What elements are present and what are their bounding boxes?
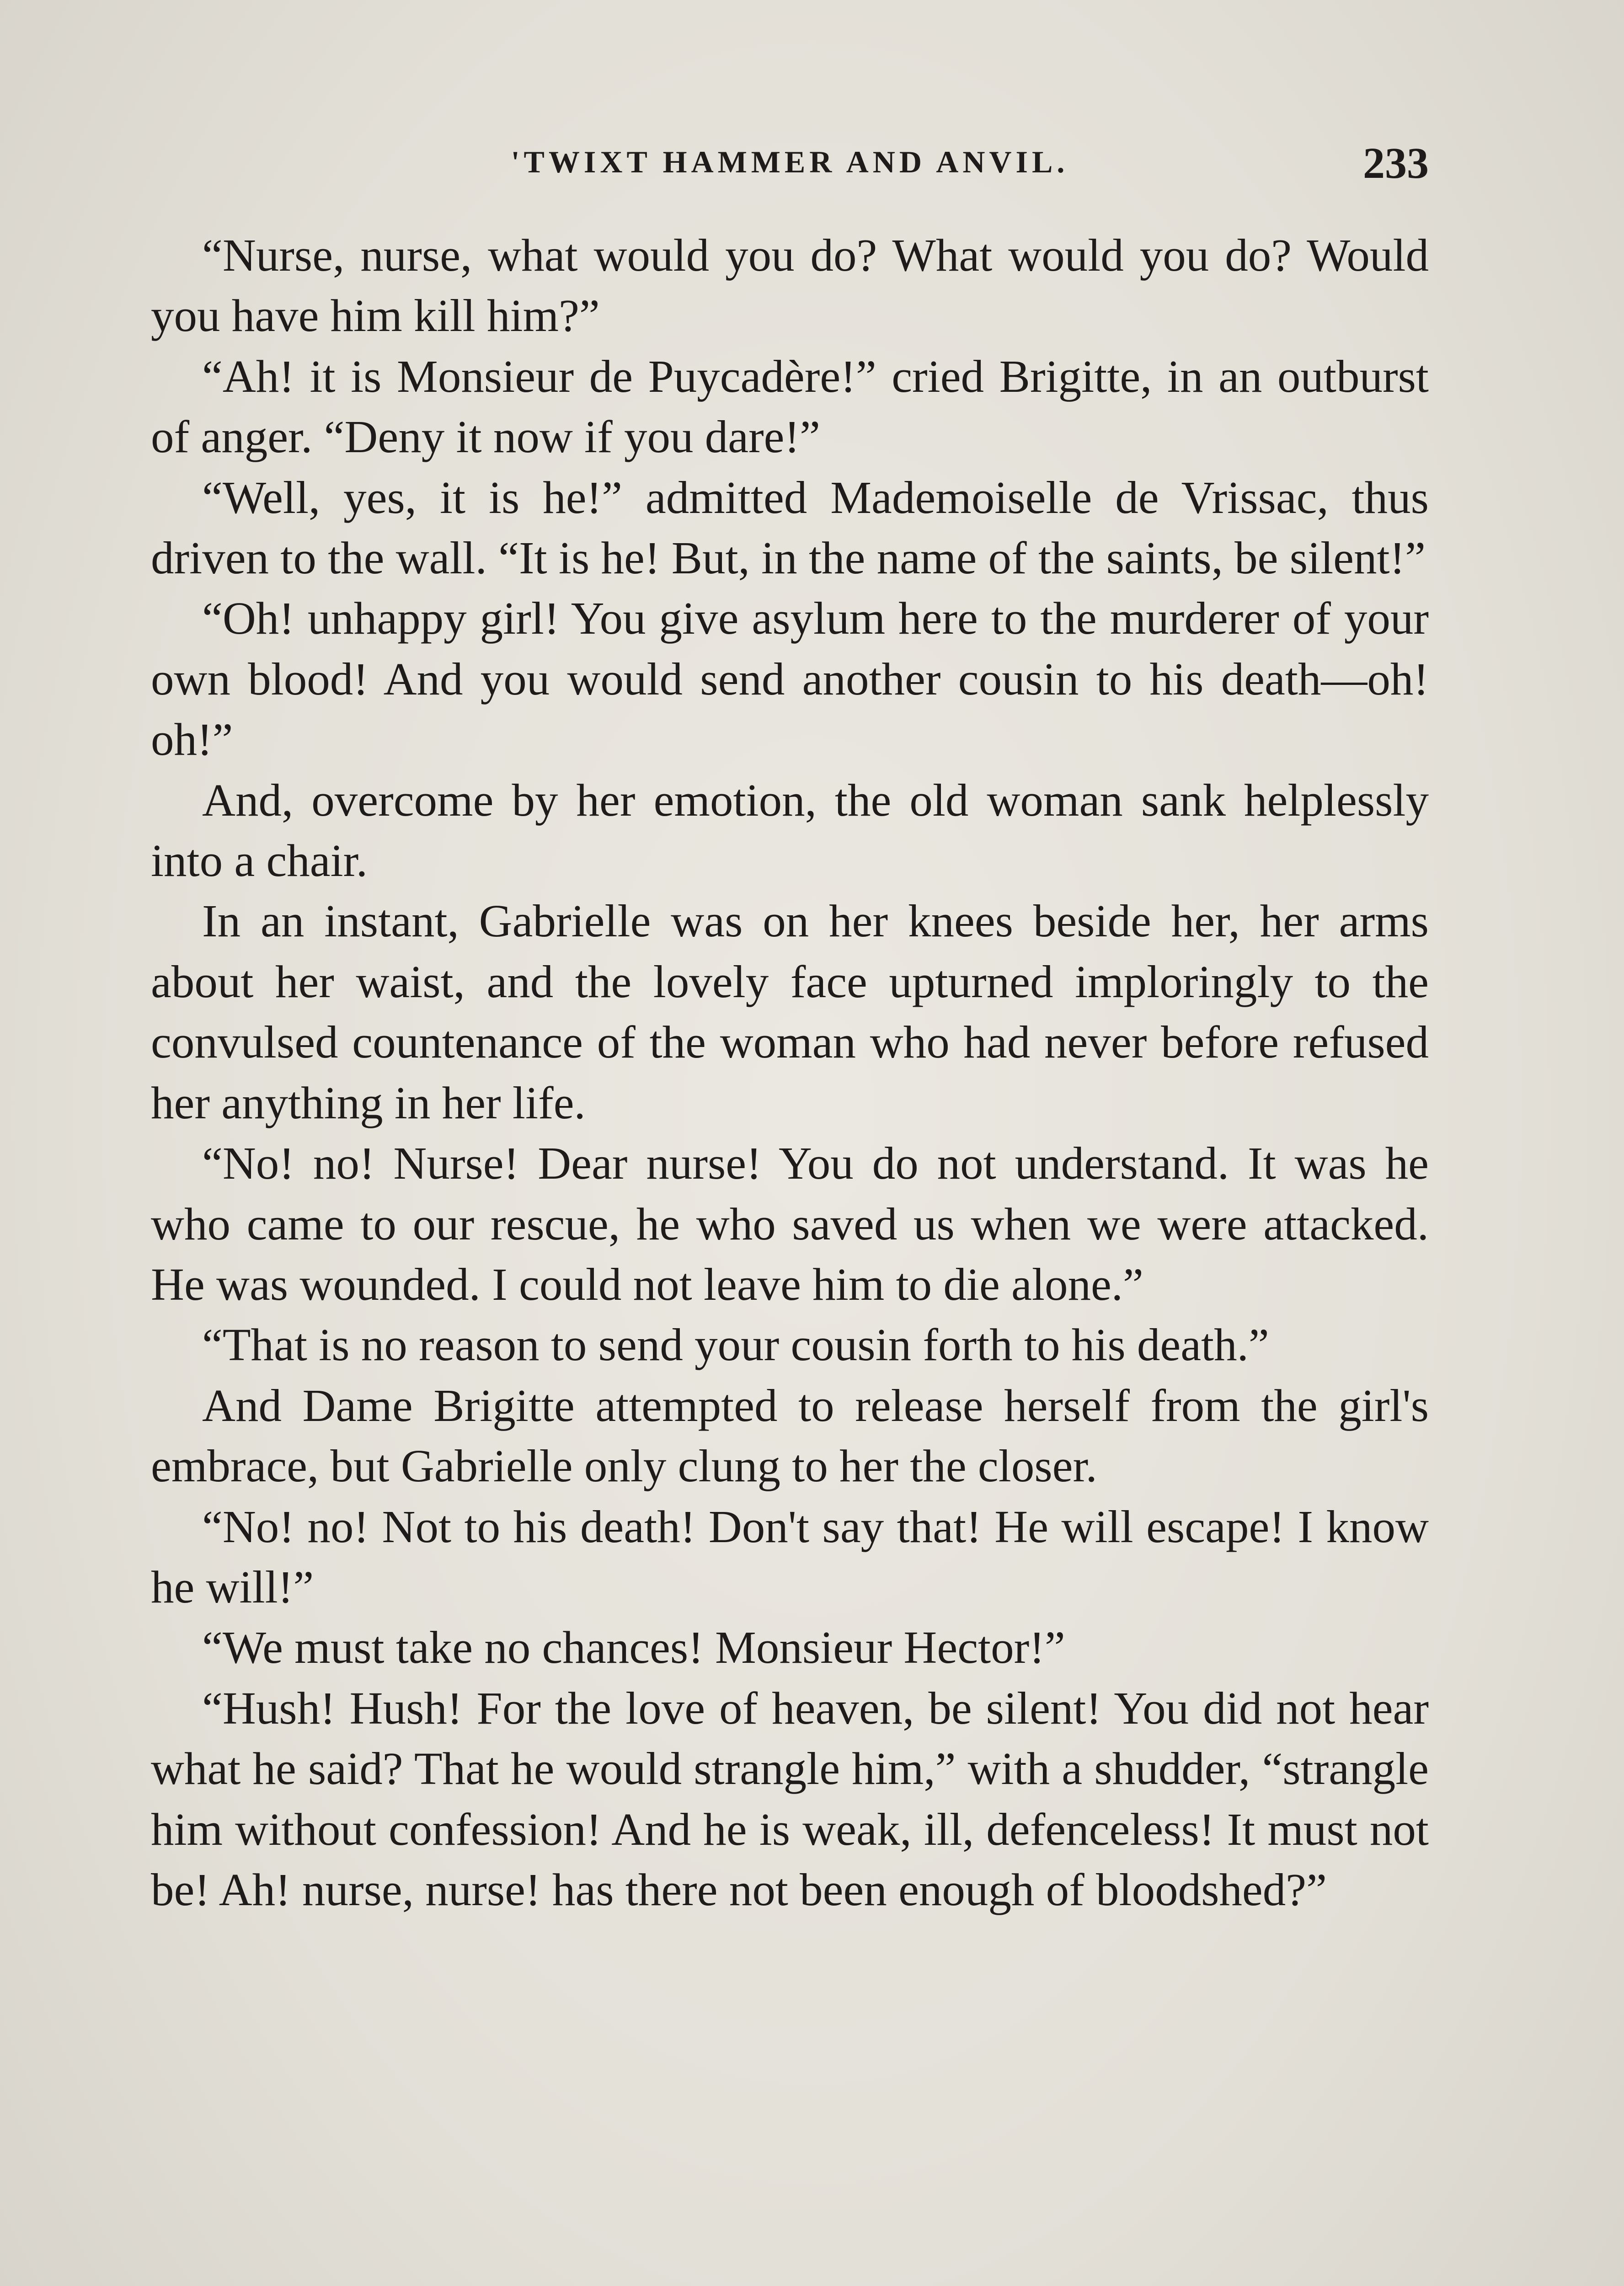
paragraph: “Oh! unhappy girl! You give asylum here to the murderer of your own blood! And you would send another cousin to his death—oh! oh!” (151, 593, 1429, 765)
paragraph: “No! no! Not to his death! Don't say that! He will escape! I know he will!” (151, 1501, 1429, 1613)
paragraph: In an instant, Gabrielle was on her knees beside her, her arms about her waist, and the lovely face upturned imploringly to the convulsed countenance of the woman who had never before refused her anything in her life. (151, 895, 1429, 1128)
paragraph: “That is no reason to send your cousin forth to his death.” (202, 1319, 1269, 1371)
paragraph: “No! no! Nurse! Dear nurse! You do not understand. It was he who came to our rescue, he who saved us when we were attacked. He was wounded. I could not leave him to die alone.” (151, 1138, 1429, 1310)
page-header (151, 135, 1429, 190)
paragraph: “We must take no chances! Monsieur Hector!” (202, 1622, 1065, 1673)
page-number: 233 (1363, 139, 1429, 187)
running-head: 'TWIXT HAMMER AND ANVIL. (511, 144, 1069, 179)
paragraph: “Hush! Hush! For the love of heaven, be silent! You did not hear what he said? That he would strangle him,” with a shudder, “strangle him without confession! And he is weak, ill, defenceless! It must not be! Ah! nurse, nurse! has there not been enough of bloodshed?” (151, 1682, 1429, 1915)
paragraph: And Dame Brigitte attempted to release herself from the girl's embrace, but Gabrielle only clung to her the closer. (151, 1379, 1429, 1492)
paragraph: “Well, yes, it is he!” admitted Mademoiselle de Vrissac, thus driven to the wall. “It is he! But, in the name of the saints, be silent!” (151, 471, 1429, 584)
body-text (151, 225, 1429, 1920)
paragraph: And, overcome by her emotion, the old woman sank helplessly into a chair. (151, 774, 1429, 887)
paragraph: “Nurse, nurse, what would you do? What would you do? Would you have him kill him?” (151, 230, 1429, 342)
paragraph: “Ah! it is Monsieur de Puycadère!” cried Brigitte, in an outburst of anger. “Deny it now if you dare!” (151, 350, 1429, 463)
